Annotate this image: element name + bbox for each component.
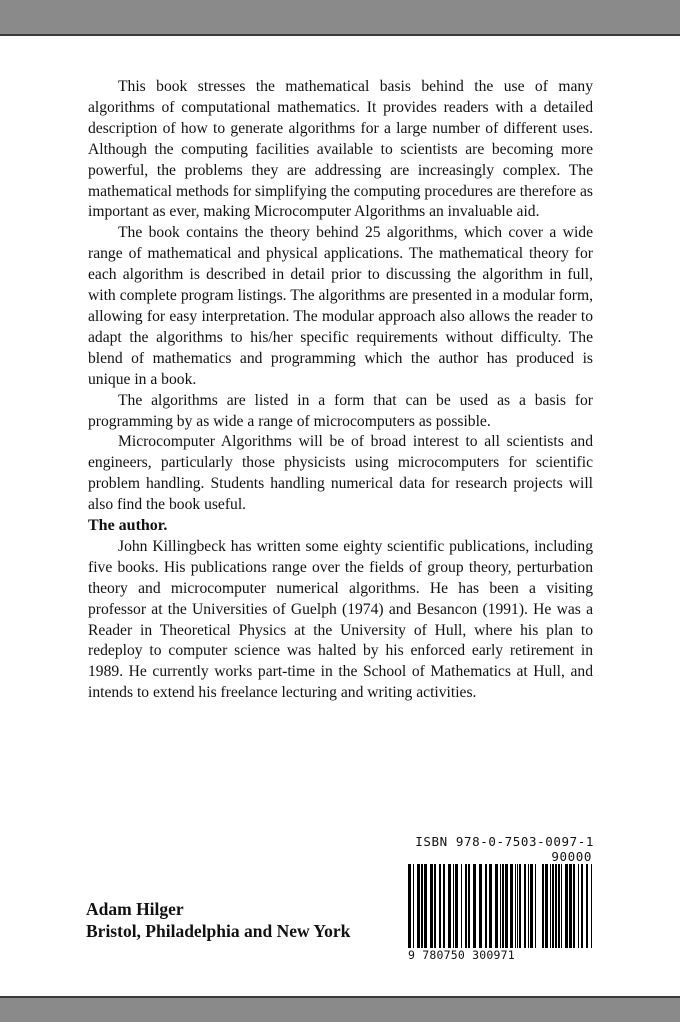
price-code: 90000 xyxy=(551,849,592,864)
author-bio: John Killingbeck has written some eighty scientific publications, including five books. His publications range over the fields of group theory, perturbation theory and microcomputer numerical algorithms. He has been a visiting professor at the Universities of Guelph (1974) and Besancon (1991). He was a Reader in Theoretical Physics at the University of Hull, where his plan to redeploy to computer science was halted by his enforced early retirement in 1989. He currently works part-time in the School of Mathematics at Hull, and intends to extend his freelance lecturing and writing activities. xyxy=(88,537,593,702)
author-heading: The author. xyxy=(88,517,168,535)
publisher-name: Adam Hilger xyxy=(86,899,184,919)
ean-digits: 9 780750 300971 xyxy=(408,948,536,962)
publisher-locations: Bristol, Philadelphia and New York xyxy=(86,921,351,941)
description-paragraph-1: This book stresses the mathematical basis behind the use of many algorithms of computational mathematics. It provides readers with a detailed description of how to generate algorithms for a large number of different uses. Although the computing facilities available to scientists are becoming more powerful, the problems they are addressing are increasingly complex. The mathematical methods for simplifying the computing procedures are therefore as important as ever, making Microcomputer Algorithms an invaluable aid. xyxy=(88,78,593,221)
top-border-band xyxy=(0,0,680,36)
isbn-number: ISBN 978-0-7503-0097-1 xyxy=(415,834,594,849)
ean-barcode-bars xyxy=(408,864,536,956)
barcode-area xyxy=(404,834,594,964)
publisher-imprint xyxy=(86,898,350,942)
back-cover-text xyxy=(88,77,593,704)
description-paragraph-2: The book contains the theory behind 25 algorithms, which cover a wide range of mathematical and physical applications. The mathematical theory for each algorithm is described in detail prior to discussing the algorithm in full, with complete program listings. The algorithms are presented in a modular form, allowing for easy interpretation. The modular approach also allows the reader to adapt the algorithms to his/her specific requirements without difficulty. The blend of mathematics and programming which the author has produced is unique in a book. xyxy=(88,224,593,388)
description-paragraph-3: The algorithms are listed in a form that can be used as a basis for programming by as wide a range of microcomputers as possible. xyxy=(88,391,593,430)
addon-barcode-bars xyxy=(542,864,592,948)
bottom-border-band xyxy=(0,996,680,1022)
description-paragraph-4: Microcomputer Algorithms will be of broad interest to all scientists and engineers, particularly those physicists using microcomputers for scientific problem handling. Students handling numerical data for research projects will also find the book useful. xyxy=(88,433,593,514)
